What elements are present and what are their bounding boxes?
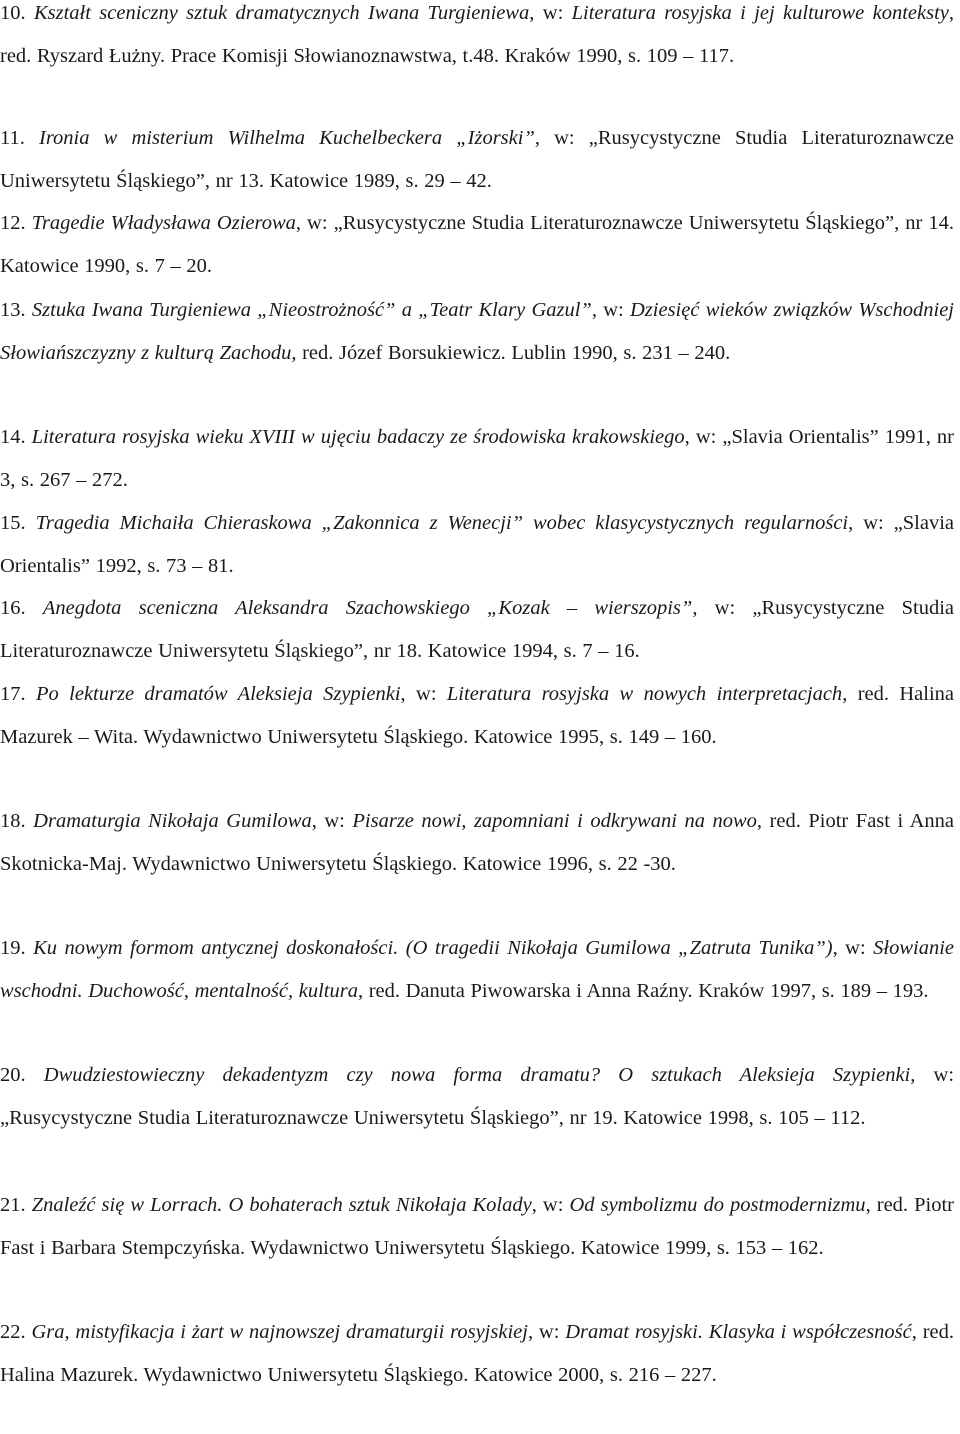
entry-title: Kształt sceniczny sztuk dramatycznych Iwana Turgieniewa <box>33 2 530 24</box>
entry-number: 21. <box>0 1194 32 1216</box>
entry-title: Dramaturgia Nikołaja Gumilowa <box>33 810 312 832</box>
bibliography-entry <box>0 289 954 374</box>
entry-number: 19. <box>0 937 34 959</box>
entry-title: Od symbolizmu do postmodernizmu <box>569 1194 866 1216</box>
entry-title: Pisarze nowi, zapomniani i odkrywani na nowo <box>352 810 757 832</box>
bibliography-entry <box>0 416 954 501</box>
entry-citation: , red. Ryszard Łużny. Prace Komisji Słowianoznawstwa, t.48. Kraków 1990, s. 109 – 117. <box>0 2 954 67</box>
entry-title: Ku nowym formom antycznej doskonałości. (O tragedii Nikołaja Gumilowa „Zatruta Tunika”) <box>33 937 833 959</box>
entry-title: Dwudziestowieczny dekadentyzm czy nowa forma dramatu? O sztukach Aleksieja Szypienki <box>43 1064 911 1086</box>
entry-number: 22. <box>0 1321 32 1343</box>
entry-citation: , w: <box>529 2 572 24</box>
entry-citation: , red. Piotr Fast i Barbara Stempczyńska. Wydawnictwo Uniwersytetu Śląskiego. Katowice 1999, s. 153 – 162. <box>0 1194 954 1259</box>
entry-title: Ironia w misterium Wilhelma Kuchelbeckera „Iżorski” <box>39 127 535 149</box>
entry-number: 15. <box>0 512 36 534</box>
entry-citation: , w: „Slavia Orientalis” 1991, nr 3, s. 267 – 272. <box>0 426 955 491</box>
entry-number: 17. <box>0 683 37 705</box>
entry-citation: , w: „Rusycystyczne Studia Literaturoznawcze Uniwersytetu Śląskiego”, nr 14. Katowice 1990, s. 7 – 20. <box>0 212 955 277</box>
entry-citation: , w: <box>400 683 447 705</box>
entry-citation: , red. Halina Mazurek – Wita. Wydawnictwo Uniwersytetu Śląskiego. Katowice 1995, s. 149 – 160. <box>0 683 955 748</box>
entry-citation: , w: <box>311 810 353 832</box>
entry-title: Znaleźć się w Lorrach. O bohaterach sztuk Nikołaja Kolady <box>31 1194 532 1216</box>
bibliography-entry <box>0 0 954 77</box>
entry-title: Anegdota sceniczna Aleksandra Szachowskiego „Kozak – wierszopis” <box>42 597 693 619</box>
bibliography-entry <box>0 673 954 758</box>
entry-citation: , w: <box>527 1321 566 1343</box>
entry-citation: , w: <box>832 937 874 959</box>
entry-title: Dziesięć wieków związków Wschodniej Słowiańszczyzny z kulturą Zachodu <box>0 299 954 364</box>
entry-title: Sztuka Iwana Turgieniewa „Nieostrożność” a „Teatr Klary Gazul” <box>31 299 592 321</box>
entry-citation: , red. Piotr Fast i Anna Skotnicka-Maj. Wydawnictwo Uniwersytetu Śląskiego. Katowice 1996, s. 22 -30. <box>0 810 954 875</box>
bibliography-entry <box>0 927 954 1012</box>
entry-number: 13. <box>0 299 32 321</box>
bibliography-entry <box>0 587 954 672</box>
bibliography-entry <box>0 1311 954 1396</box>
entry-title: Literatura rosyjska i jej kulturowe konteksty <box>571 2 949 24</box>
entry-title: Literatura rosyjska wieku XVIII w ujęciu badaczy ze środowiska krakowskiego <box>31 426 685 448</box>
bibliography-entry <box>0 502 954 587</box>
entry-citation: , w: <box>591 299 630 321</box>
entry-citation: , w: „Rusycystyczne Studia Literaturoznawcze Uniwersytetu Śląskiego”, nr 18. Katowice 1994, s. 7 – 16. <box>0 597 955 662</box>
bibliography-entry <box>0 800 954 885</box>
entry-number: 14. <box>0 426 32 448</box>
entry-citation: , red. Danuta Piwowarska i Anna Raźny. Kraków 1997, s. 189 – 193. <box>357 979 929 1002</box>
entry-citation: , red. Józef Borsukiewicz. Lublin 1990, s. 231 – 240. <box>291 341 731 364</box>
bibliography-entry <box>0 117 954 202</box>
entry-title: Gra, mistyfikacja i żart w najnowszej dramaturgii rosyjskiej <box>31 1321 528 1343</box>
bibliography-entry <box>0 1184 954 1269</box>
entry-citation: , w: „Slavia Orientalis” 1992, s. 73 – 81. <box>0 512 954 577</box>
entry-title: Po lekturze dramatów Aleksieja Szypienki <box>36 683 401 705</box>
entry-title: Tragedia Michaiła Chieraskowa „Zakonnica z Wenecji” wobec klasycystycznych regularności <box>35 512 849 534</box>
bibliography-entry <box>0 202 954 287</box>
entry-number: 20. <box>0 1064 44 1086</box>
entry-citation: , w: <box>531 1194 570 1216</box>
entry-citation: , w: „Rusycystyczne Studia Literaturoznawcze Uniwersytetu Śląskiego”, nr 19. Katowice 1998, s. 105 – 112. <box>0 1064 955 1129</box>
entry-number: 16. <box>0 597 43 619</box>
entry-title: Dramat rosyjski. Klasyka i współczesność <box>565 1321 912 1343</box>
entry-citation: , w: „Rusycystyczne Studia Literaturoznawcze Uniwersytetu Śląskiego”, nr 13. Katowice 1989, s. 29 – 42. <box>0 127 955 192</box>
entry-title: Literatura rosyjska w nowych interpretacjach <box>446 683 843 705</box>
entry-title: Tragedie Władysława Ozierowa <box>31 212 296 234</box>
entry-number: 10. <box>0 2 34 24</box>
bibliography-entry <box>0 1054 954 1139</box>
entry-number: 18. <box>0 810 34 832</box>
entry-number: 12. <box>0 212 32 234</box>
entry-title: Słowianie wschodni. Duchowość, mentalność, kultura <box>0 937 954 1002</box>
entry-number: 11. <box>0 127 40 149</box>
entry-citation: , red. Halina Mazurek. Wydawnictwo Uniwersytetu Śląskiego. Katowice 2000, s. 216 – 227. <box>0 1321 955 1386</box>
